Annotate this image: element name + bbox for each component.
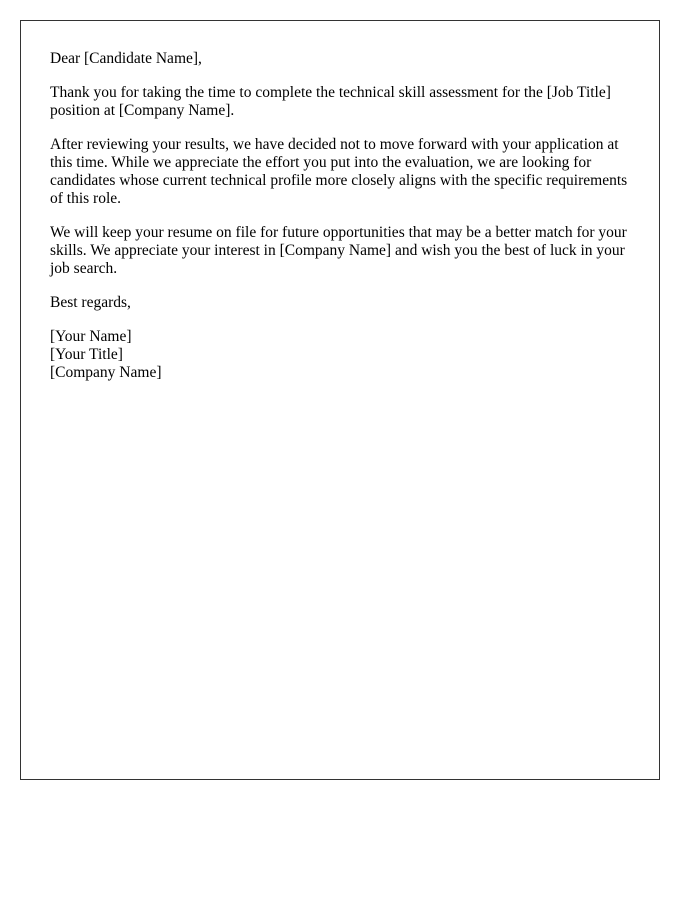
paragraph-thank-you: Thank you for taking the time to complete the technical skill assessment for the [Job Title] position at [Company Name]. xyxy=(50,84,611,119)
salutation: Dear [Candidate Name], xyxy=(50,50,202,67)
paragraph-future: We will keep your resume on file for future opportunities that may be a better match for your skills. We appreciate your interest in [Company Name] and wish you the best of luck in your job search. xyxy=(50,224,627,277)
signature-block xyxy=(50,328,640,382)
signature-company: [Company Name] xyxy=(50,364,162,381)
signature-title: [Your Title] xyxy=(50,346,123,363)
letter-body xyxy=(50,50,640,398)
closing: Best regards, xyxy=(50,294,131,311)
paragraph-decision: After reviewing your results, we have decided not to move forward with your application at this time. While we appreciate the effort you put into the evaluation, we are looking for candidates whose current technical profile more closely aligns with the specific requirements of this role. xyxy=(50,136,628,207)
signature-name: [Your Name] xyxy=(50,328,132,345)
letter-page xyxy=(20,20,660,780)
